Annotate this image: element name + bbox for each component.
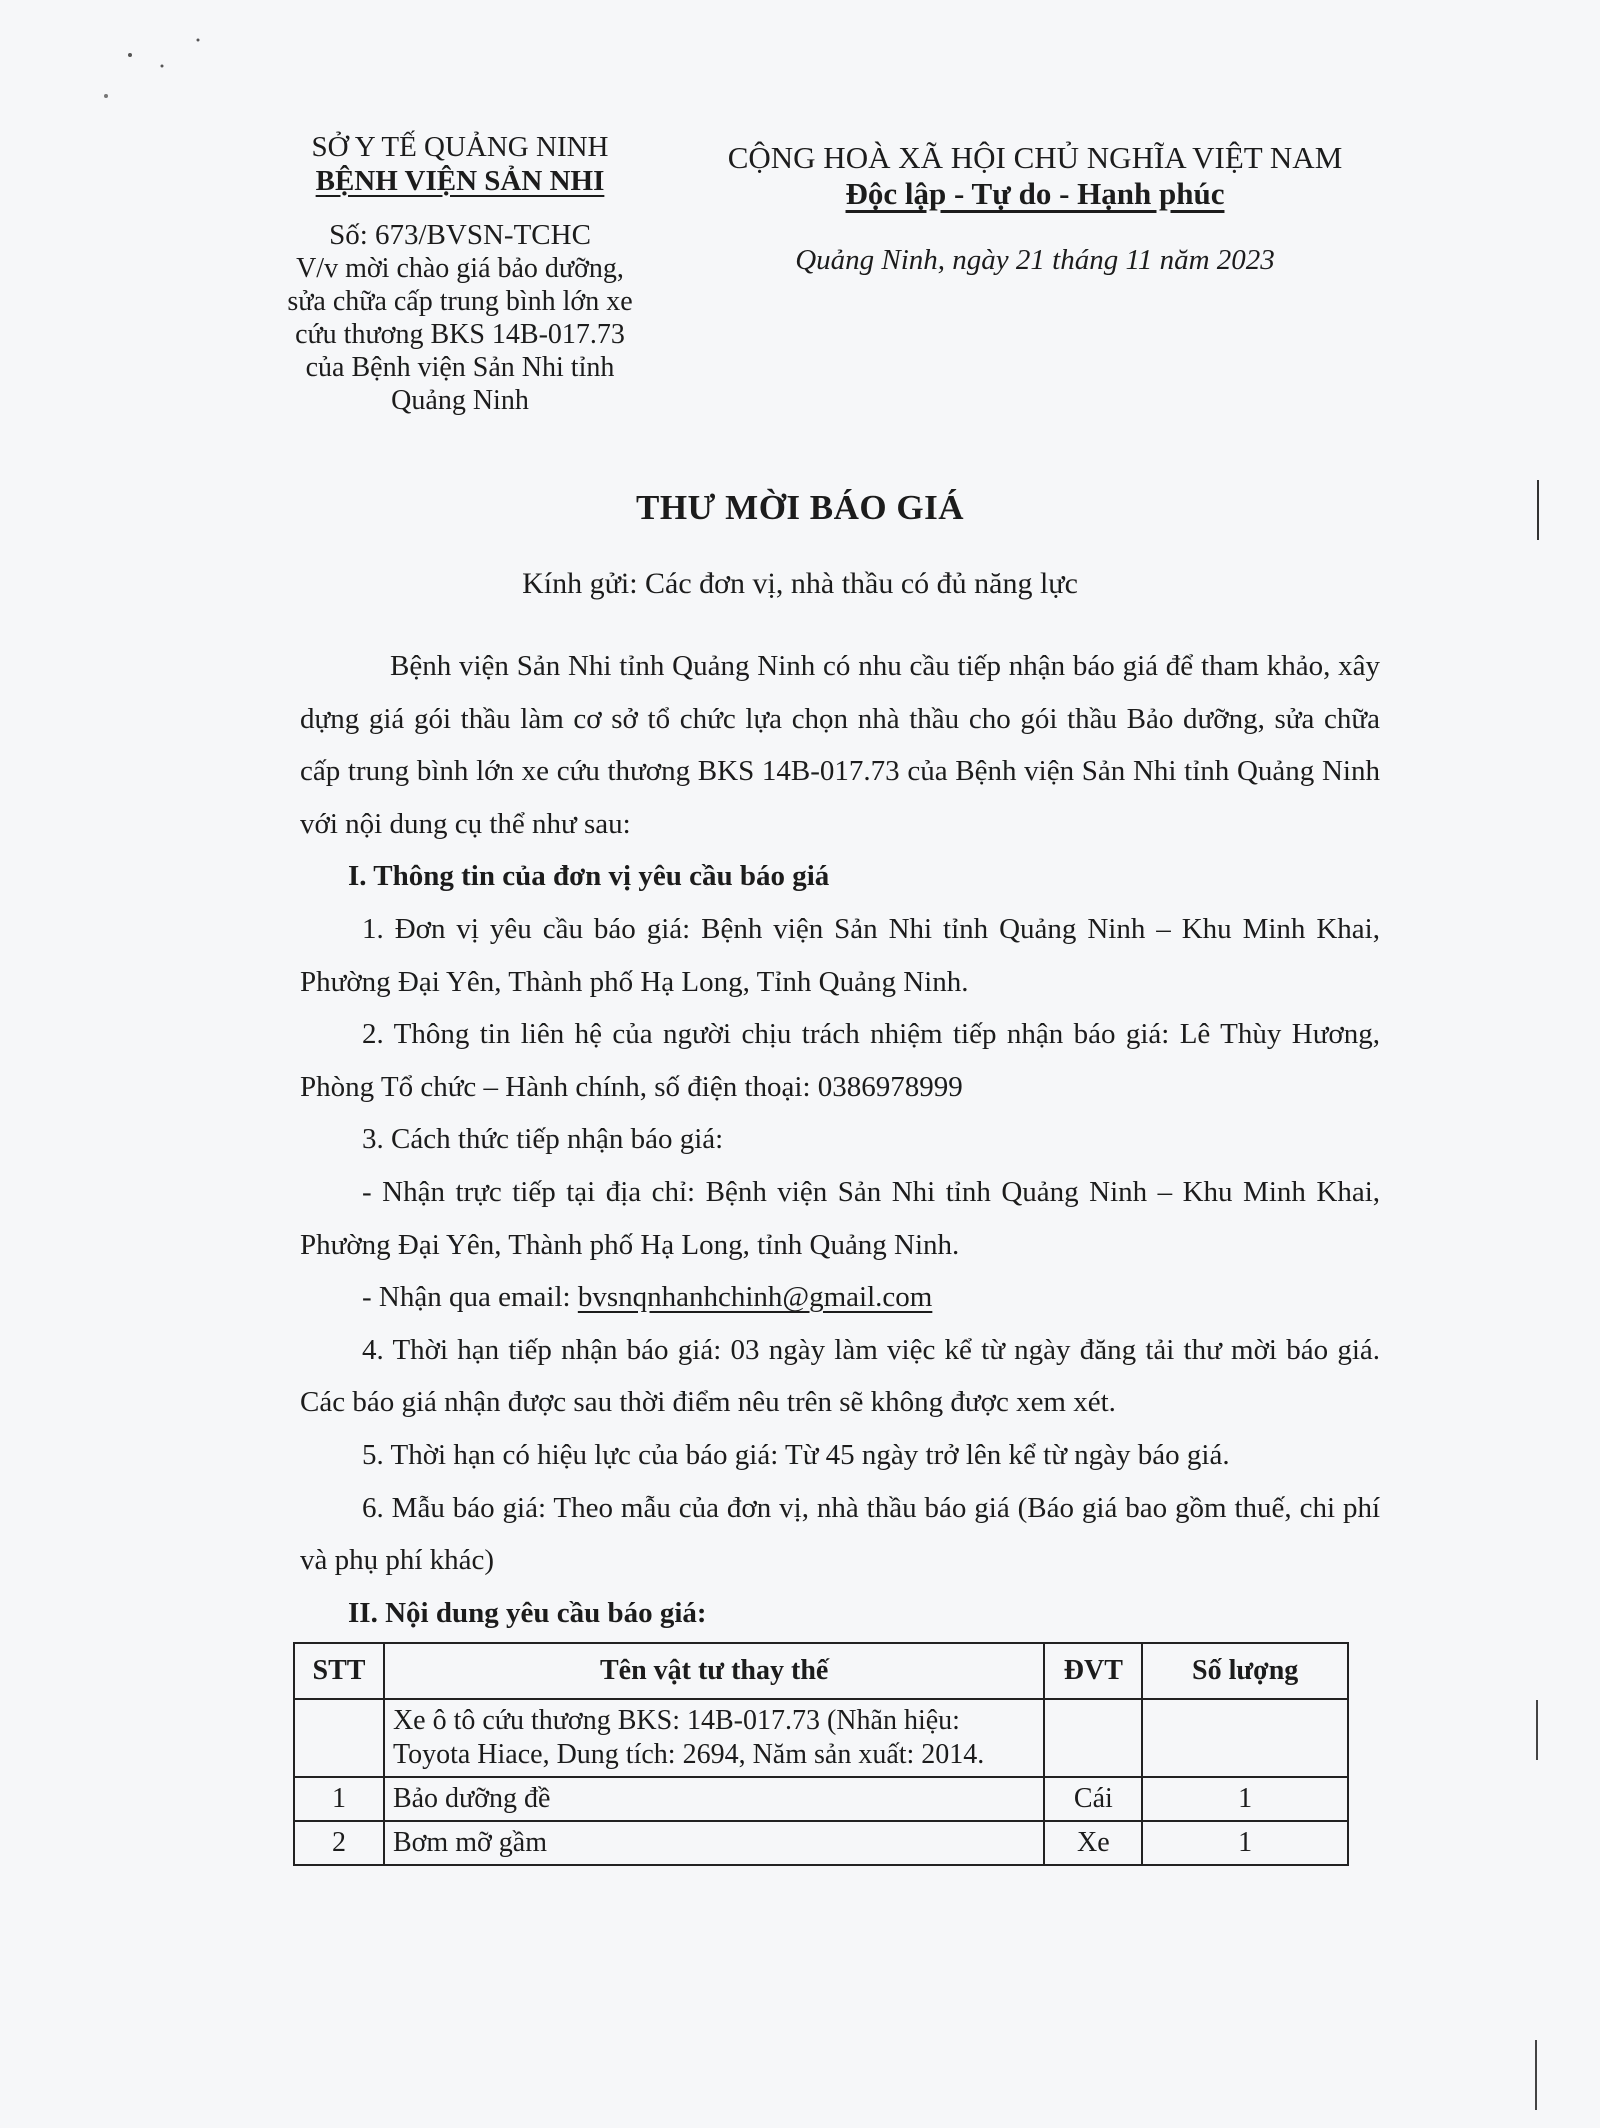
intro-paragraph: Bệnh viện Sản Nhi tỉnh Quảng Ninh có nhu cầu tiếp nhận báo giá để tham khảo, xây dựng giá gói thầu làm cơ sở tổ chức lựa chọn nhà thầu cho gói thầu Bảo dưỡng, sửa chữa cấp trung bình lớn xe cứu thương BKS 14B-017.73 của Bệnh viện Sản Nhi tỉnh Quảng Ninh với nội dung cụ thể như sau: xyxy=(300,650,1380,840)
table-cell: Bảo dưỡng đề xyxy=(384,1777,1044,1821)
department-name: SỞ Y TẾ QUẢNG NINH xyxy=(311,131,609,163)
table-cell: 1 xyxy=(1142,1821,1348,1865)
table-cell: Cái xyxy=(1044,1777,1142,1821)
list-item: 6. Mẫu báo giá: Theo mẫu của đơn vị, nhà thầu báo giá (Báo giá bao gồm thuế, chi phí và phụ phí khác) xyxy=(300,1491,1380,1577)
list-item: 5. Thời hạn có hiệu lực của báo giá: Từ 45 ngày trở lên kể từ ngày báo giá. xyxy=(362,1438,1230,1471)
table-cell: 1 xyxy=(1142,1777,1348,1821)
table-cell: Xe ô tô cứu thương BKS: 14B-017.73 (Nhãn hiệu: Toyota Hiace, Dung tích: 2694, Năm sản xuất: 2014. xyxy=(384,1699,1044,1777)
document-title: THƯ MỜI BÁO GIÁ xyxy=(635,488,965,527)
subject-line: của Bệnh viện Sản Nhi tỉnh xyxy=(305,352,615,383)
list-item: 3. Cách thức tiếp nhận báo giá: xyxy=(362,1123,724,1156)
section-heading: I. Thông tin của đơn vị yêu cầu báo giá xyxy=(348,860,830,893)
table-cell: 2 xyxy=(294,1821,384,1865)
list-item: 1. Đơn vị yêu cầu báo giá: Bệnh viện Sản Nhi tỉnh Quảng Ninh – Khu Minh Khai, Phường Đại Yên, Thành phố Hạ Long, Tỉnh Quảng Ninh. xyxy=(300,912,1380,998)
country-name: CỘNG HOÀ XÃ HỘI CHỦ NGHĨA VIỆT NAM xyxy=(727,140,1343,175)
column-header: Tên vật tư thay thế xyxy=(384,1643,1044,1699)
table-cell: 1 xyxy=(294,1777,384,1821)
column-header: ĐVT xyxy=(1044,1643,1142,1699)
subject-line: Quảng Ninh xyxy=(391,385,529,416)
subject-line: sửa chữa cấp trung bình lớn xe xyxy=(287,286,633,317)
subject-line: V/v mời chào giá bảo dưỡng, xyxy=(296,253,624,284)
greeting: Kính gửi: Các đơn vị, nhà thầu có đủ năng lực xyxy=(522,567,1078,600)
national-motto: Độc lập - Tự do - Hạnh phúc xyxy=(845,176,1225,211)
organization-name: BỆNH VIỆN SẢN NHI xyxy=(315,165,605,197)
email-label: - Nhận qua email: xyxy=(362,1281,578,1314)
list-item: 4. Thời hạn tiếp nhận báo giá: 03 ngày làm việc kể từ ngày đăng tải thư mời báo giá. Các báo giá nhận được sau thời điểm nêu trên sẽ không được xem xét. xyxy=(300,1333,1380,1419)
column-header: STT xyxy=(294,1643,384,1699)
list-item: 2. Thông tin liên hệ của người chịu trách nhiệm tiếp nhận báo giá: Lê Thùy Hương, Phòng Tổ chức – Hành chính, số điện thoại: 0386978999 xyxy=(300,1018,1380,1103)
place-date: Quảng Ninh, ngày 21 tháng 11 năm 2023 xyxy=(795,244,1275,276)
subject-line: cứu thương BKS 14B-017.73 xyxy=(295,319,625,350)
table-cell: Bơm mỡ gầm xyxy=(384,1821,1044,1865)
list-item: - Nhận trực tiếp tại địa chỉ: Bệnh viện Sản Nhi tỉnh Quảng Ninh – Khu Minh Khai, Phường Đại Yên, Thành phố Hạ Long, tỉnh Quảng Ninh. xyxy=(300,1175,1380,1261)
table-cell: Xe xyxy=(1044,1821,1142,1865)
document-number: Số: 673/BVSN-TCHC xyxy=(329,219,591,251)
column-header: Số lượng xyxy=(1142,1643,1348,1699)
email-link[interactable]: bvsnqnhanhchinh@gmail.com xyxy=(577,1281,933,1314)
section-heading: II. Nội dung yêu cầu báo giá: xyxy=(348,1596,707,1629)
